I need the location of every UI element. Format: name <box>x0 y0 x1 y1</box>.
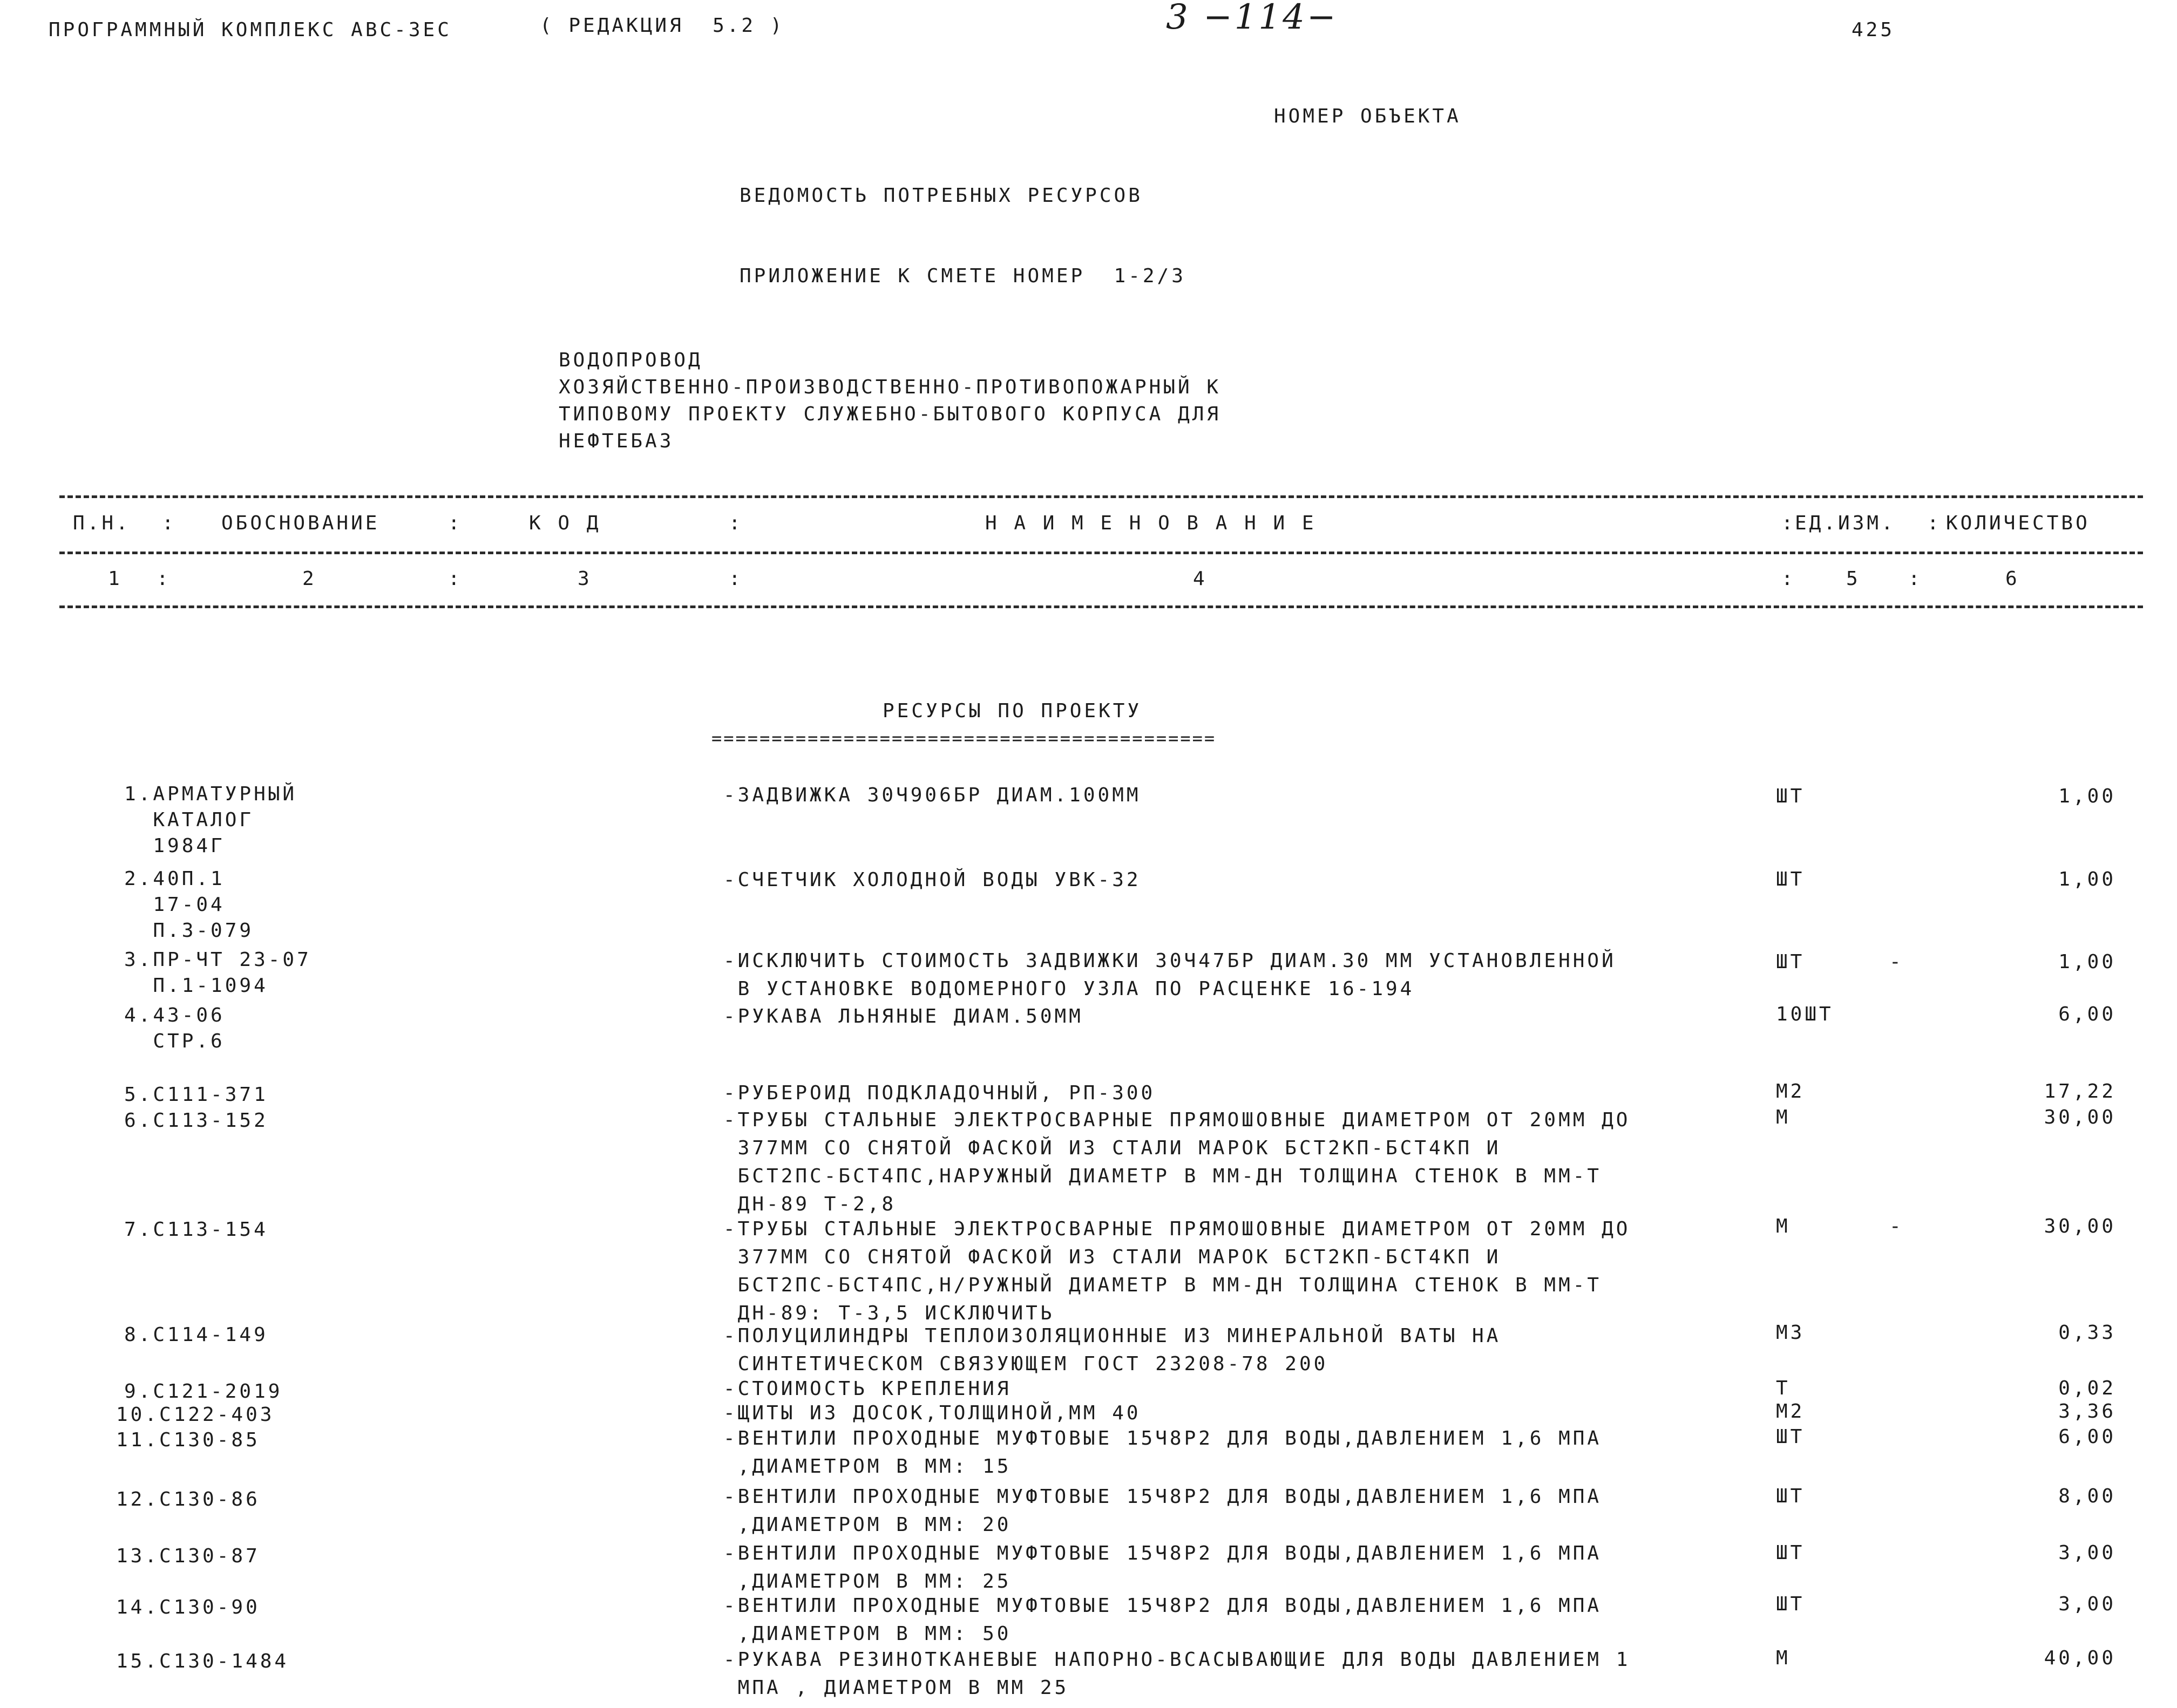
header-separator: : <box>729 568 743 590</box>
handwritten-sheet-number: 3 −114− <box>1166 0 1338 37</box>
row-mark: - <box>1889 951 1904 973</box>
page-number: 425 <box>1852 19 1895 41</box>
row-unit: Т <box>1776 1377 1791 1399</box>
row-basis: 3.ПР-ЧТ 23-07 П.1-1094 <box>124 949 311 997</box>
header-separator: : <box>1781 568 1796 590</box>
header-col-basis: ОБОСНОВАНИЕ <box>221 512 380 534</box>
edition-label: ( РЕДАКЦИЯ 5.2 ) <box>540 15 785 37</box>
header-separator: : <box>448 512 463 534</box>
project-line: ВОДОПРОВОД <box>559 349 703 371</box>
row-unit: ШТ <box>1776 1426 1805 1448</box>
header-separator: : <box>157 568 171 590</box>
row-unit: ШТ <box>1776 1485 1805 1507</box>
row-quantity: 1,00 <box>2058 951 2116 973</box>
row-name: -РУКАВА ЛЬНЯНЫЕ ДИАМ.50ММ <box>723 1005 1083 1027</box>
row-unit: М2 <box>1776 1400 1805 1423</box>
row-name: -РУБЕРОИД ПОДКЛАДОЧНЫЙ, РП-300 <box>723 1082 1156 1104</box>
row-quantity: 1,00 <box>2058 785 2116 807</box>
row-quantity: 3,00 <box>2058 1542 2116 1564</box>
row-quantity: 0,33 <box>2058 1322 2116 1344</box>
section-title: РЕСУРСЫ ПО ПРОЕКТУ <box>883 700 1142 722</box>
row-quantity: 30,00 <box>2044 1215 2116 1237</box>
row-basis: 8.С114-149 <box>124 1324 268 1346</box>
row-quantity: 6,00 <box>2058 1003 2116 1025</box>
row-name: -РУКАВА РЕЗИНОТКАНЕВЫЕ НАПОРНО-ВСАСЫВАЮЩИЕ ДЛЯ ВОДЫ ДАВЛЕНИЕМ 1 МПА , ДИАМЕТРОМ В ММ 25 <box>723 1649 1631 1699</box>
header-separator: : <box>448 568 463 590</box>
row-name: -СТОИМОСТЬ КРЕПЛЕНИЯ <box>723 1378 1012 1400</box>
row-name: -ВЕНТИЛИ ПРОХОДНЫЕ МУФТОВЫЕ 15Ч8Р2 ДЛЯ ВОДЫ,ДАВЛЕНИЕМ 1,6 МПА ,ДИАМЕТРОМ В ММ: 15 <box>723 1427 1602 1478</box>
column-number: 5 <box>1846 568 1861 590</box>
column-number: 4 <box>1193 568 1208 590</box>
column-number: 1 <box>108 568 123 590</box>
document-subtitle: ПРИЛОЖЕНИЕ К СМЕТЕ НОМЕР 1-2/3 <box>740 265 1186 287</box>
row-name: -ВЕНТИЛИ ПРОХОДНЫЕ МУФТОВЫЕ 15Ч8Р2 ДЛЯ ВОДЫ,ДАВЛЕНИЕМ 1,6 МПА ,ДИАМЕТРОМ В ММ: 50 <box>723 1595 1602 1645</box>
project-line: ТИПОВОМУ ПРОЕКТУ СЛУЖЕБНО-БЫТОВОГО КОРПУСА ДЛЯ <box>559 403 1221 425</box>
row-name: -ТРУБЫ СТАЛЬНЫЕ ЭЛЕКТРОСВАРНЫЕ ПРЯМОШОВНЫЕ ДИАМЕТРОМ ОТ 20ММ ДО 377ММ СО СНЯТОЙ ФАСКОЙ ИЗ СТАЛИ МАРОК БСТ2КП-БСТ4КП И БСТ2ПС-БСТ4ПС,Н/РУЖНЫЙ ДИАМЕТР В ММ-ДН ТОЛЩИНА СТЕНОК В ММ-Т ДН-89: Т-3,5 ИСКЛЮЧИТЬ <box>723 1218 1631 1324</box>
row-basis: 7.С113-154 <box>124 1219 268 1241</box>
row-name: -ИСКЛЮЧИТЬ СТОИМОСТЬ ЗАДВИЖКИ 30Ч47БР ДИАМ.30 ММ УСТАНОВЛЕННОЙ В УСТАНОВКЕ ВОДОМЕРНОГО УЗЛА ПО РАСЦЕНКЕ 16-194 <box>723 950 1616 1000</box>
row-basis: 9.С121-2019 <box>124 1380 283 1403</box>
row-basis: 5.С111-371 <box>124 1084 268 1106</box>
header-col-unit: ЕД.ИЗМ. <box>1795 512 1896 534</box>
row-quantity: 1,00 <box>2058 868 2116 890</box>
header-separator: : <box>1908 568 1923 590</box>
header-col-quantity: КОЛИЧЕСТВО <box>1946 512 2090 534</box>
row-quantity: 17,22 <box>2044 1080 2116 1103</box>
row-basis: 2.40П.1 17-04 П.3-079 <box>124 868 254 942</box>
header-separator: : <box>162 512 177 534</box>
header-separator: : <box>1781 512 1796 534</box>
row-basis: 12.С130-86 <box>116 1488 260 1510</box>
table-rule-top <box>59 495 2143 498</box>
row-basis: 4.43-06 СТР.6 <box>124 1004 225 1052</box>
object-number-label: НОМЕР ОБЪЕКТА <box>1274 105 1461 127</box>
row-quantity: 40,00 <box>2044 1647 2116 1669</box>
table-rule-bottom <box>59 605 2143 608</box>
row-unit: ШТ <box>1776 951 1805 973</box>
row-basis: 1.АРМАТУРНЫЙ КАТАЛОГ 1984Г <box>124 783 297 857</box>
row-quantity: 3,36 <box>2058 1400 2116 1423</box>
row-quantity: 30,00 <box>2044 1106 2116 1128</box>
row-name: -ЗАДВИЖКА 30Ч906БР ДИАМ.100ММ <box>723 784 1141 806</box>
column-number: 3 <box>578 568 592 590</box>
column-number: 6 <box>2005 568 2020 590</box>
row-unit: М <box>1776 1106 1791 1128</box>
row-unit: ШТ <box>1776 785 1805 807</box>
header-separator: : <box>729 512 743 534</box>
header-separator: : <box>1927 512 1942 534</box>
document-title: ВЕДОМОСТЬ ПОТРЕБНЫХ РЕСУРСОВ <box>740 185 1143 207</box>
header-col-number: П.Н. <box>73 512 131 534</box>
row-unit: ШТ <box>1776 1593 1805 1615</box>
row-unit: ШТ <box>1776 868 1805 890</box>
row-basis: 15.С130-1484 <box>116 1650 289 1672</box>
row-name: -ВЕНТИЛИ ПРОХОДНЫЕ МУФТОВЫЕ 15Ч8Р2 ДЛЯ ВОДЫ,ДАВЛЕНИЕМ 1,6 МПА ,ДИАМЕТРОМ В ММ: 25 <box>723 1542 1602 1593</box>
header-col-name: Н А И М Е Н О В А Н И Е <box>985 512 1317 534</box>
project-line: НЕФТЕБАЗ <box>559 430 674 452</box>
row-quantity: 6,00 <box>2058 1426 2116 1448</box>
row-name: -ЩИТЫ ИЗ ДОСОК,ТОЛЩИНОЙ,ММ 40 <box>723 1402 1141 1424</box>
project-line: ХОЗЯЙСТВЕННО-ПРОИЗВОДСТВЕННО-ПРОТИВОПОЖАРНЫЙ К <box>559 376 1221 398</box>
row-unit: М <box>1776 1647 1791 1669</box>
row-mark: - <box>1889 1215 1904 1237</box>
row-unit: ШТ <box>1776 1542 1805 1564</box>
row-name: -ПОЛУЦИЛИНДРЫ ТЕПЛОИЗОЛЯЦИОННЫЕ ИЗ МИНЕРАЛЬНОЙ ВАТЫ НА СИНТЕТИЧЕСКОМ СВЯЗУЮЩЕМ ГОСТ 23208-78 200 <box>723 1325 1501 1375</box>
row-quantity: 3,00 <box>2058 1593 2116 1615</box>
row-quantity: 8,00 <box>2058 1485 2116 1507</box>
column-number: 2 <box>302 568 317 590</box>
table-rule-middle <box>59 552 2143 554</box>
row-quantity: 0,02 <box>2058 1377 2116 1399</box>
row-unit: М3 <box>1776 1322 1805 1344</box>
row-basis: 13.С130-87 <box>116 1545 260 1567</box>
section-underline: ========================================== <box>711 728 1217 748</box>
row-name: -ВЕНТИЛИ ПРОХОДНЫЕ МУФТОВЫЕ 15Ч8Р2 ДЛЯ ВОДЫ,ДАВЛЕНИЕМ 1,6 МПА ,ДИАМЕТРОМ В ММ: 20 <box>723 1486 1602 1536</box>
row-unit: 10ШТ <box>1776 1003 1834 1025</box>
row-basis: 10.С122-403 <box>116 1404 275 1426</box>
row-basis: 6.С113-152 <box>124 1110 268 1132</box>
row-unit: М2 <box>1776 1080 1805 1103</box>
program-name: ПРОГРАММНЫЙ КОМПЛЕКС АВС-3ЕС <box>49 19 452 41</box>
row-unit: М <box>1776 1215 1791 1237</box>
row-name: -СЧЕТЧИК ХОЛОДНОЙ ВОДЫ УВК-32 <box>723 869 1141 891</box>
row-basis: 14.С130-90 <box>116 1596 260 1618</box>
row-basis: 11.С130-85 <box>116 1429 260 1451</box>
row-name: -ТРУБЫ СТАЛЬНЫЕ ЭЛЕКТРОСВАРНЫЕ ПРЯМОШОВНЫЕ ДИАМЕТРОМ ОТ 20ММ ДО 377ММ СО СНЯТОЙ ФАСКОЙ ИЗ СТАЛИ МАРОК БСТ2КП-БСТ4КП И БСТ2ПС-БСТ4ПС,НАРУЖНЫЙ ДИАМЕТР В ММ-ДН ТОЛЩИНА СТЕНОК В ММ-Т ДН-89 Т-2,8 <box>723 1109 1631 1215</box>
header-col-code: К О Д <box>529 512 601 534</box>
